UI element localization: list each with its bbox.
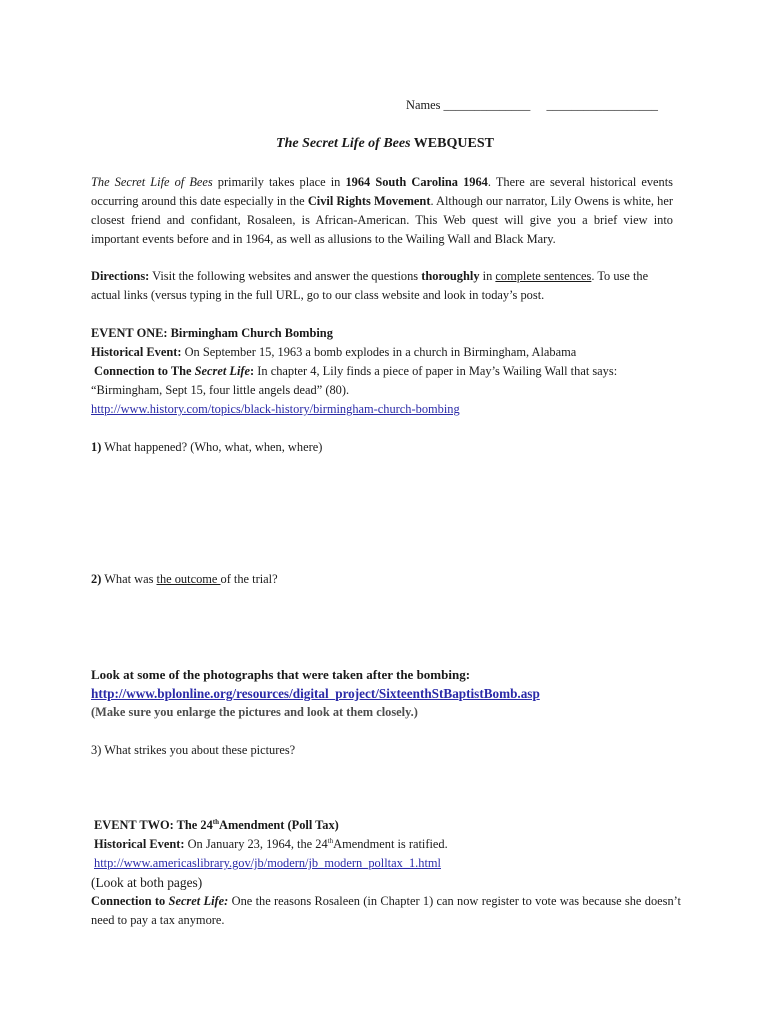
intro-year-place: 1964 South Carolina 1964 — [345, 175, 488, 189]
event-two-conn-label: Connection to — [91, 894, 169, 908]
q1-number: 1) — [91, 440, 102, 454]
q2-t1: What was — [101, 572, 157, 586]
question-3: 3) What strikes you about these pictures? — [91, 743, 296, 757]
title-book: The Secret Life of Bees — [276, 136, 411, 151]
event-two-look: (Look at both pages) — [91, 875, 203, 890]
event-one-conn-text: In chapter 4, Lily finds a piece of paper in May’s Wailing Wall that says: “Birmingham, Sept 15, four little angels dead” (80). — [91, 364, 618, 397]
photos-link[interactable]: http://www.bplonline.org/resources/digital_project/SixteenthStBaptistBomb.asp — [91, 686, 540, 701]
event-one-hist-text: On September 15, 1963 a bomb explodes in a church in Birmingham, Alabama — [181, 345, 577, 359]
event-two-heading-b: Amendment (Poll Tax) — [219, 818, 339, 832]
intro-t1: primarily takes place in — [212, 175, 346, 189]
event-two-conn-text: One the reasons Rosaleen (in Chapter 1) can now register to vote was because she doesn’t need to pay a tax anymore. — [91, 894, 681, 927]
directions-complete: complete sentences — [495, 269, 592, 283]
directions-t3: . To use the actual links (versus typing in the full URL, go to our class website and look in today’s post. — [91, 269, 649, 302]
event-one-heading: EVENT ONE: Birmingham Church Bombing — [91, 326, 333, 340]
intro-t3: . Although our narrator, Lily Owens is white, her closest friend and confidant, Rosaleen, is African-American. This Web quest will give you a brief view into important events before and in 1964, as well as allusions to the Wailing Wall and Black Mary. — [91, 194, 674, 246]
directions-paragraph — [91, 267, 673, 305]
event-two-heading — [91, 816, 681, 835]
event-one-conn-label: Connection to The — [94, 364, 195, 378]
event-two-hist-b: Amendment is ratified. — [333, 837, 448, 851]
q2-number: 2) — [91, 572, 102, 586]
photos-heading: Look at some of the photographs that were taken after the bombing: — [91, 667, 471, 682]
photos-section — [91, 665, 691, 722]
photos-note: (Make sure you enlarge the pictures and look at them closely.) — [91, 705, 418, 719]
directions-thoroughly: thoroughly — [421, 269, 480, 283]
event-two-heading-sup: th — [212, 817, 220, 826]
intro-movement: Civil Rights Movement — [307, 194, 431, 208]
question-2 — [91, 570, 278, 589]
event-one-conn-colon: : — [250, 364, 255, 378]
q1-text: What happened? (Who, what, when, where) — [101, 440, 323, 454]
event-one-historical — [91, 343, 673, 362]
names-line — [406, 96, 686, 115]
event-two-hist-a: On January 23, 1964, the 24 — [184, 837, 328, 851]
question-1 — [91, 438, 322, 457]
event-one-connection — [91, 362, 673, 400]
event-two-link[interactable]: http://www.americaslibrary.gov/jb/modern/jb_modern_polltax_1.html — [94, 856, 441, 870]
names-label: Names — [406, 98, 441, 112]
names-blank-1[interactable]: ______________ — [443, 98, 531, 112]
title-suffix: WEBQUEST — [410, 136, 494, 151]
intro-paragraph — [91, 173, 673, 249]
intro-t2: . There are several historical events occurring around this date especially in the — [91, 175, 673, 208]
q2-underlined: the outcome — [156, 572, 221, 586]
event-two-connection — [91, 892, 681, 930]
event-two-heading-a: EVENT TWO: The 24 — [94, 818, 213, 832]
q2-t2: of the trial? — [220, 572, 278, 586]
event-two-historical — [91, 835, 681, 854]
directions-label: Directions: — [91, 269, 150, 283]
intro-book: The Secret Life of Bees — [91, 175, 213, 189]
page-title — [0, 134, 770, 153]
directions-t1: Visit the following websites and answer the questions — [149, 269, 422, 283]
names-blank-2[interactable]: __________________ — [546, 98, 658, 112]
event-two-hist-sup: th — [327, 836, 334, 845]
event-one-conn-book: Secret Life — [194, 364, 251, 378]
event-two-hist-label: Historical Event: — [94, 837, 185, 851]
directions-t2: in — [479, 269, 496, 283]
event-two-conn-book: Secret Life: — [168, 894, 229, 908]
event-one-section — [91, 324, 673, 419]
event-two-section — [91, 816, 681, 930]
event-one-link[interactable]: http://www.history.com/topics/black-history/birmingham-church-bombing — [91, 402, 460, 416]
event-one-hist-label: Historical Event: — [91, 345, 182, 359]
